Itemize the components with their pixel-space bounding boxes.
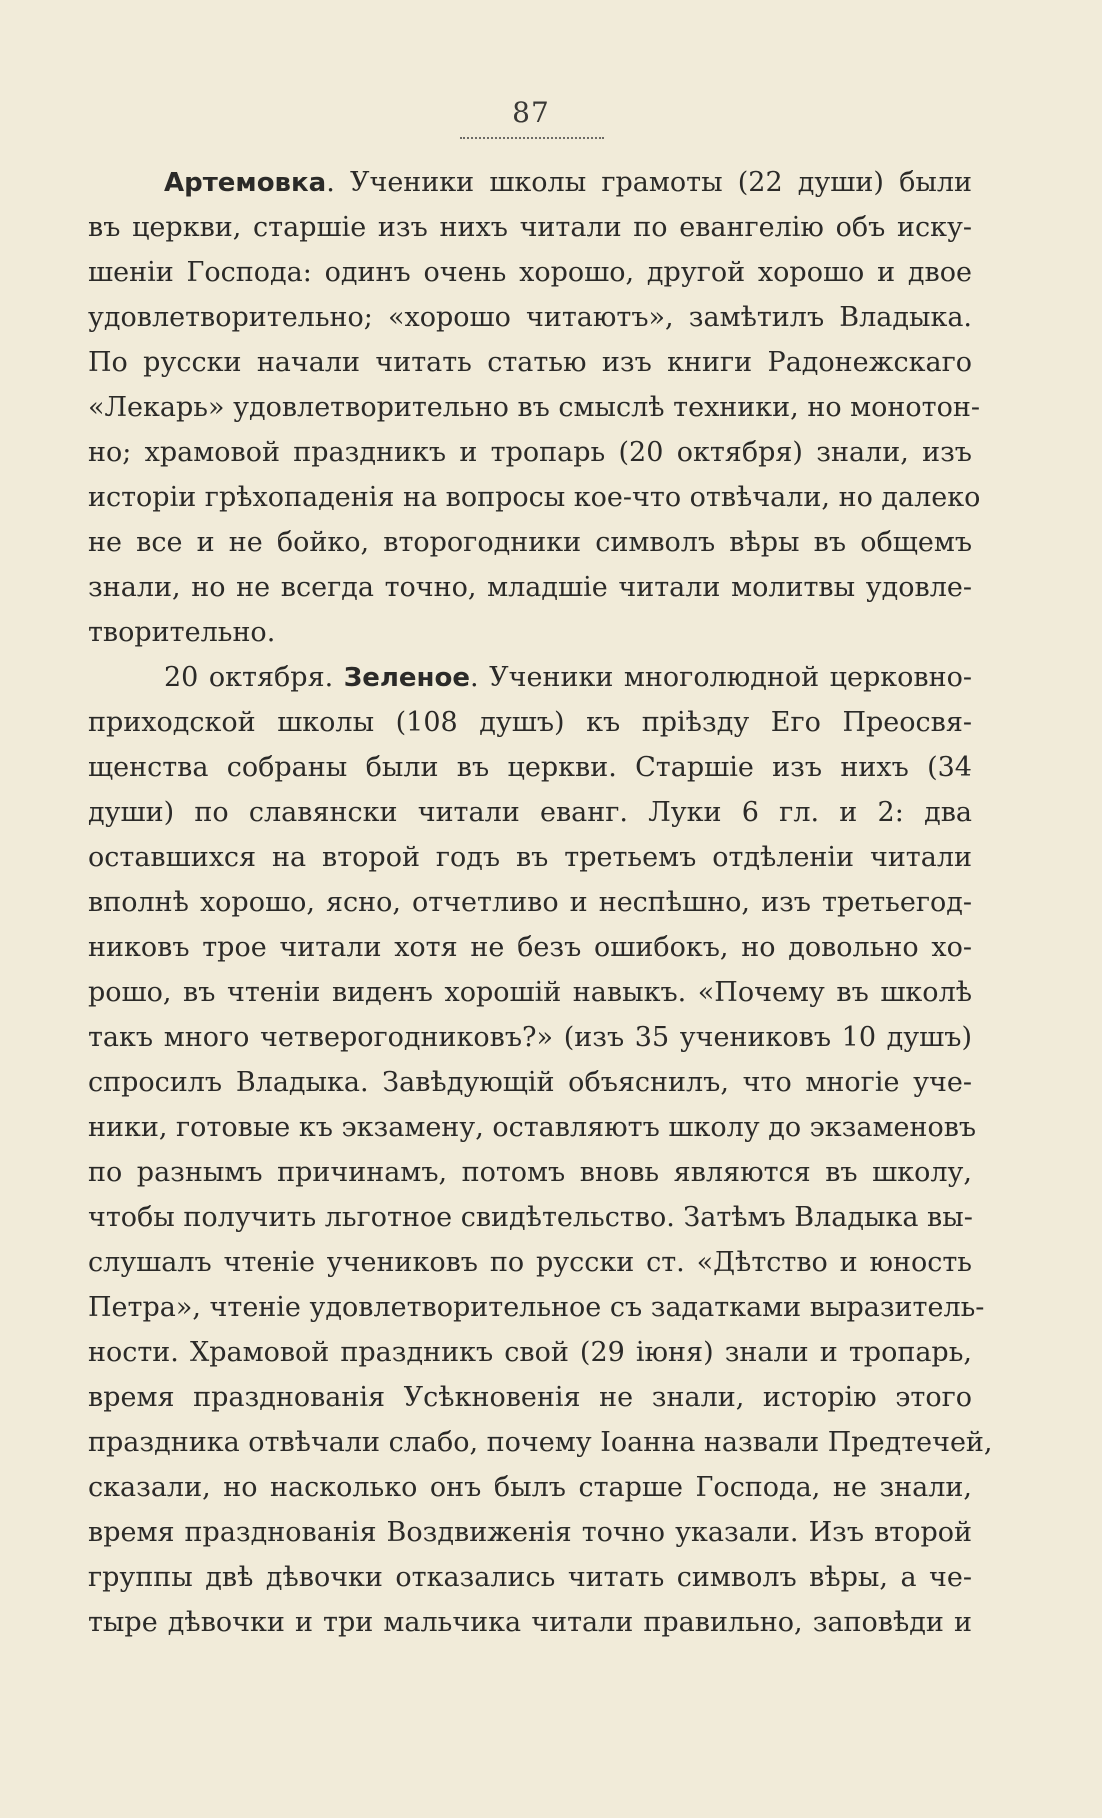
text-line: знали, но не всегда точно, младшіе читали молитвы удовле-	[88, 572, 972, 603]
text-line: шеніи Господа: одинъ очень хорошо, другой хорошо и двое	[88, 257, 972, 288]
text-line: тыре дѣвочки и три мальчика читали правильно, заповѣди и	[88, 1607, 972, 1638]
text-line: но; храмовой праздникъ и тропарь (20 октября) знали, изъ	[88, 437, 972, 468]
text-line: въ церкви, старшіе изъ нихъ читали по евангелію объ иску-	[88, 212, 972, 243]
text-line: сказали, но насколько онъ былъ старше Господа, не знали,	[88, 1472, 972, 1503]
text-line: 20 октября. Зеленое. Ученики многолюдной церковно-	[164, 662, 972, 693]
text-line: слушалъ чтеніе учениковъ по русски ст. «Дѣтство и юность	[88, 1247, 972, 1278]
text-line: Артемовка. Ученики школы грамоты (22 души) были	[164, 167, 972, 198]
text-line: время празднованія Усѣкновенія не знали, исторію этого	[88, 1382, 972, 1413]
text-line: такъ много четверогодниковъ?» (изъ 35 учениковъ 10 душъ)	[88, 1022, 972, 1053]
page-number-divider	[460, 137, 604, 139]
text-line: ники, готовые къ экзамену, оставляютъ школу до экзаменовъ	[88, 1112, 977, 1143]
text-line: творительно.	[88, 617, 276, 648]
text-line: приходской школы (108 душъ) къ пріѣзду Его Преосвя-	[88, 707, 972, 738]
text-line: удовлетворительно; «хорошо читаютъ», замѣтилъ Владыка.	[88, 302, 972, 333]
text-line: оставшихся на второй годъ въ третьемъ отдѣленіи читали	[88, 842, 972, 873]
text-line: щенства собраны были въ церкви. Старшіе изъ нихъ (34	[88, 752, 972, 783]
text-line: ности. Храмовой праздникъ свой (29 іюня) знали и тропарь,	[88, 1337, 972, 1368]
text-line: По русски начали читать статью изъ книги Радонежскаго	[88, 347, 972, 378]
text-line: никовъ трое читали хотя не безъ ошибокъ, но довольно хо-	[88, 932, 972, 963]
text-line: праздника отвѣчали слабо, почему Іоанна назвали Предтечей,	[88, 1427, 993, 1458]
text-line: души) по славянски читали еванг. Луки 6 гл. и 2: два	[88, 797, 972, 828]
section-heading: Артемовка	[164, 168, 327, 198]
text-line: Петра», чтеніе удовлетворительное съ задатками выразитель-	[88, 1292, 985, 1323]
text-line: чтобы получить льготное свидѣтельство. Затѣмъ Владыка вы-	[88, 1202, 973, 1233]
text-line: по разнымъ причинамъ, потомъ вновь являются въ школу,	[88, 1157, 972, 1188]
page-text	[88, 160, 993, 1645]
text-line: спросилъ Владыка. Завѣдующій объяснилъ, что многіе уче-	[88, 1067, 972, 1098]
text-line: вполнѣ хорошо, ясно, отчетливо и неспѣшно, изъ третьегод-	[88, 887, 972, 918]
page-number: 87	[512, 96, 550, 129]
text-line: время празднованія Воздвиженія точно указали. Изъ второй	[88, 1517, 972, 1548]
text-line: «Лекарь» удовлетворительно въ смыслѣ техники, но монотон-	[88, 392, 980, 423]
text-line: не все и не бойко, второгодники символъ вѣры въ общемъ	[88, 527, 972, 558]
text-line: рошо, въ чтеніи виденъ хорошій навыкъ. «Почему въ школѣ	[88, 977, 972, 1008]
section-heading: Зеленое	[343, 663, 470, 693]
text-line: исторіи грѣхопаденія на вопросы кое-что отвѣчали, но далеко	[88, 482, 981, 513]
text-line: группы двѣ дѣвочки отказались читать символъ вѣры, а че-	[88, 1562, 972, 1593]
